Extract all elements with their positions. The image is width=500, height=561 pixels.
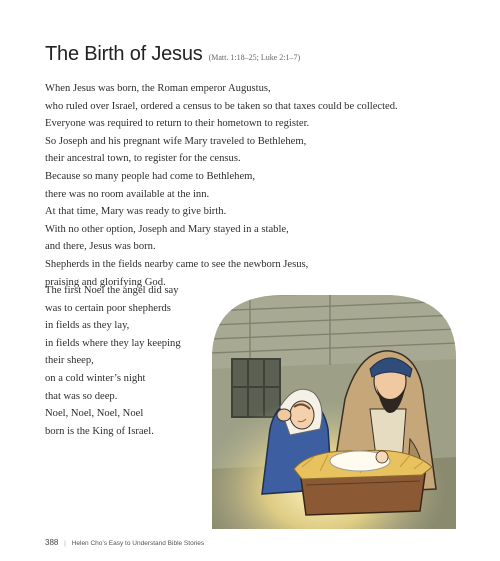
story-line: So Joseph and his pregnant wife Mary traveled to Bethlehem,: [45, 135, 307, 147]
carol-line: on a cold winter’s night: [45, 372, 146, 384]
story-paragraph: [45, 80, 465, 291]
page-footer: [45, 538, 204, 547]
page-number: 388: [45, 538, 59, 547]
carol-line: their sheep,: [45, 355, 94, 367]
story-line: and there, Jesus was born.: [45, 241, 156, 253]
story-line: Everyone was required to return to their hometown to register.: [45, 118, 310, 130]
story-line: there was no room available at the inn.: [45, 188, 210, 200]
story-line: who ruled over Israel, ordered a census to be taken so that taxes could be collected.: [45, 100, 398, 112]
carol-line: in fields as they lay,: [45, 320, 130, 332]
nativity-illustration: [210, 289, 458, 529]
title-main: The Birth of Jesus: [45, 43, 203, 65]
carol-line: Noel, Noel, Noel, Noel: [45, 408, 144, 420]
story-line: Shepherds in the fields nearby came to see the newborn Jesus,: [45, 258, 309, 270]
carol-line: born is the King of Israel.: [45, 425, 154, 437]
story-line: With no other option, Joseph and Mary stayed in a stable,: [45, 223, 289, 235]
story-line: praising and glorifying God.: [45, 276, 166, 288]
carol-line: that was so deep.: [45, 390, 118, 402]
carol-lyrics: [45, 282, 235, 440]
carol-line: The first Noel the angel did say: [45, 285, 179, 296]
story-line: their ancestral town, to register for the census.: [45, 153, 241, 165]
scripture-reference: (Matt. 1:18–25; Luke 2:1–7): [208, 53, 301, 62]
book-title: Helen Cho’s Easy to Understand Bible Stories: [71, 540, 205, 547]
manger: [294, 450, 432, 515]
story-line: At that time, Mary was ready to give birth.: [45, 206, 227, 218]
story-line: Because so many people had come to Bethlehem,: [45, 170, 256, 182]
page-title: [45, 43, 300, 66]
carol-line: was to certain poor shepherds: [45, 302, 171, 314]
story-line: When Jesus was born, the Roman emperor Augustus,: [45, 83, 271, 94]
carol-line: in fields where they lay keeping: [45, 337, 181, 349]
nativity-scene: [210, 289, 458, 529]
footer-separator: |: [64, 540, 66, 547]
